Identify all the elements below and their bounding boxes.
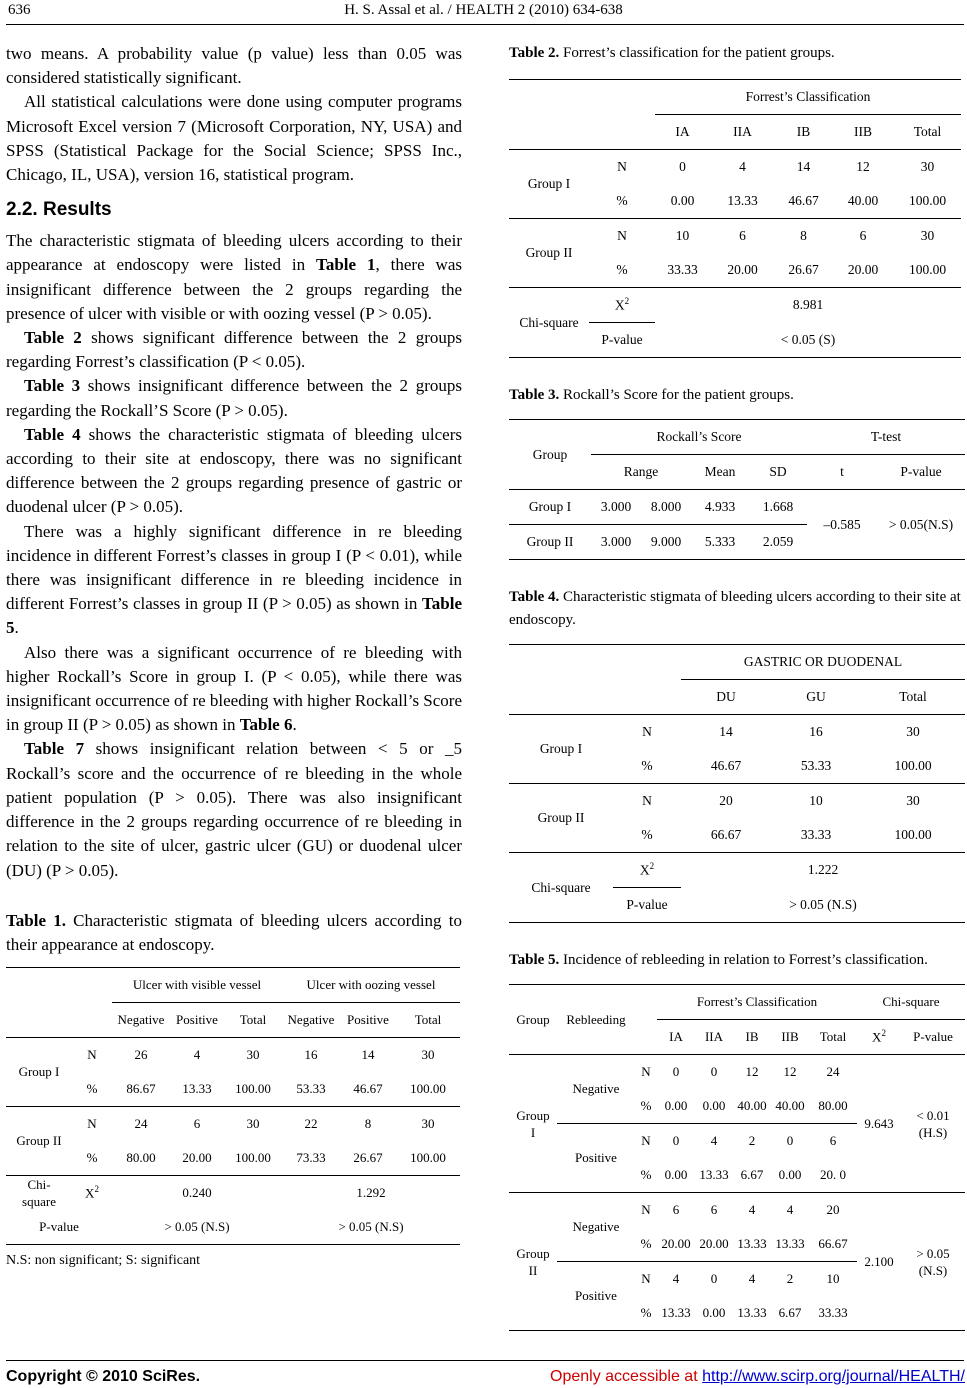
table-row: % 20.00 20.00 13.33 13.33 66.67 xyxy=(509,1227,965,1262)
row-header: Group I xyxy=(509,1055,557,1193)
table-row: Positive N 4 0 4 2 10 xyxy=(509,1262,965,1297)
table-row: Group II 3.000 9.000 5.333 2.059 xyxy=(509,525,965,560)
paragraph: All statistical calculations were done using computer programs Microsoft Excel version 7 (Microsoft Corporation, NY, USA) and SPSS (Statistical Package for the Social Science; SPSS Inc., Chicago, IL, USA), version 16, statistical program. xyxy=(6,92,462,185)
paragraph: The characteristic stigmata of bleeding ulcers according to their appearance at endoscopy were listed in Table 1, there was insignificant difference between the 2 groups regarding the presence of ulcer with visible or with oozing vessel (P > 0.05). xyxy=(6,231,462,323)
table-row: Group II N 24 6 30 22 8 30 xyxy=(6,1107,460,1142)
col-header: Rebleeding xyxy=(557,985,635,1055)
row-header: Group II xyxy=(6,1107,72,1176)
table-row: Group II N 20 10 30 xyxy=(509,784,965,819)
table-ref[interactable]: Table 2 xyxy=(24,328,82,348)
table-ref[interactable]: Table 4 xyxy=(24,424,81,444)
paragraph: two means. A probability value (p value) less than 0.05 was considered statistically significant. xyxy=(6,44,462,88)
row-header: Group I xyxy=(528,499,572,514)
table-ref[interactable]: Table 1 xyxy=(316,255,376,275)
table-row: % 46.67 53.33 100.00 xyxy=(509,749,965,784)
table-row: Chi-square $X^2$ 1.222 xyxy=(509,853,965,888)
paragraph: Table 2 shows significant difference between the 2 groups regarding Forrest’s classification (P < 0.05). xyxy=(6,328,462,372)
paragraph: Table 7 shows insignificant relation between < 5 or _5 Rockall’s score and the occurrence of re bleeding in the whole patient population (P > 0.05). There was also insignificant difference in the 2 groups regarding occurrence of re bleeding in relation to the site of ulcer, gastric ulcer (GU) or duodenal ulcer (DU) (P > 0.05). xyxy=(6,739,462,880)
row-header: Group I xyxy=(509,150,589,219)
table-row: % 80.00 20.00 100.00 73.33 26.67 100.00 xyxy=(6,1141,460,1176)
row-header: Group II xyxy=(526,534,574,549)
table-row: Group I Negative N 0 0 12 12 24 9.643 < 0.01 (H.S) xyxy=(509,1055,965,1090)
open-access-note: Openly accessible at http://www.scirp.org/journal/HEALTH/ xyxy=(550,1368,965,1385)
table-row: Chi-square $X^2$ 8.981 xyxy=(509,288,961,323)
table-row: % 33.33 20.00 26.67 20.00 100.00 xyxy=(509,253,961,288)
running-title: H. S. Assal et al. / HEALTH 2 (2010) 634-638 xyxy=(344,2,623,18)
col-header: Forrest’s Classification xyxy=(655,80,961,115)
table-row: P-value > 0.05 (N.S) xyxy=(509,888,965,923)
table-row: Group I N 26 4 30 16 14 30 xyxy=(6,1038,460,1073)
right-column xyxy=(509,42,965,1331)
col-header: Total xyxy=(414,1012,442,1028)
journal-link[interactable]: http://www.scirp.org/journal/HEALTH/ xyxy=(702,1368,965,1385)
col-header: Total xyxy=(239,1012,267,1028)
copyright: Copyright © 2010 SciRes. xyxy=(6,1368,201,1385)
col-header: Ulcer with visible vessel xyxy=(112,968,282,1003)
table-row: % 0.00 13.33 46.67 40.00 100.00 xyxy=(509,184,961,219)
table5: Group Rebleeding Forrest’s Classification Chi-square IA IIA IB IIB Total $X^2$ P-value Group I Negative N 0 0 12 12 24 9.643 < 0.01 (H.S) % 0.00 0.00 40.00 40.00 80.00 Positive N 0 4 2 0 6 % 0.00 13.33 6.67 0.00 20. 0 Group II Negative N 6 6 4 4 20 2.100 > 0.05 (N.S) % 20.00 20.00 13.33 13.33 66.67 Positive N 4 0 4 2 10 % 13.33 0.00 13.33 6.67 33.33 xyxy=(509,984,965,1331)
col-header: Positive xyxy=(176,1012,218,1028)
paragraph: Table 3 shows insignificant difference between the 2 groups regarding the Rockall’S Score (P > 0.05). xyxy=(6,376,462,420)
table-row: % 66.67 33.33 100.00 xyxy=(509,818,965,853)
table-ref[interactable]: Table 7 xyxy=(24,739,85,759)
page-number: 636 xyxy=(8,2,31,18)
table-ref[interactable]: Table 3 xyxy=(24,376,81,396)
paragraph: Table 4 shows the characteristic stigmata of bleeding ulcers according to their site at endoscopy, there was no significant difference between the 2 groups regarding presence of gastric or duodenal ulcer (P > 0.05). xyxy=(6,424,462,517)
col-header: Negative xyxy=(117,1012,165,1028)
table-row: P-value < 0.05 (S) xyxy=(509,323,961,358)
row-header: Group II xyxy=(509,784,613,853)
row-header: Chi-square xyxy=(509,853,613,923)
table-ref[interactable]: Table 5 xyxy=(6,594,462,638)
table-row: Group I N 0 4 14 12 30 xyxy=(509,150,961,185)
header-rule xyxy=(6,24,964,25)
row-header: Chi- square xyxy=(22,1177,56,1210)
table-row: % 0.00 13.33 6.67 0.00 20. 0 xyxy=(509,1158,965,1193)
section-heading: 2.2. Results xyxy=(6,199,112,221)
left-column xyxy=(6,42,462,1269)
row-header: Group II xyxy=(509,1193,557,1331)
row-header: Group I xyxy=(509,715,613,784)
table-row: % 0.00 0.00 40.00 40.00 80.00 xyxy=(509,1089,965,1124)
col-header: Rockall’s Score xyxy=(591,420,807,455)
table-row: P-value > 0.05 (N.S) > 0.05 (N.S) xyxy=(6,1210,460,1245)
col-header: T-test xyxy=(807,420,965,455)
table-row: % 86.67 13.33 100.00 53.33 46.67 100.00 xyxy=(6,1072,460,1107)
col-header: Positive xyxy=(347,1012,389,1028)
table-row: Group I N 14 16 30 xyxy=(509,715,965,750)
table2-caption: Table 2. Forrest’s classification for the patient groups. xyxy=(509,45,835,61)
table-row: Group II Negative N 6 6 4 4 20 2.100 > 0.05 (N.S) xyxy=(509,1193,965,1228)
table-row: Positive N 0 4 2 0 6 xyxy=(509,1124,965,1159)
table1 xyxy=(6,967,460,1245)
table-row: Group I 3.000 8.000 4.933 1.668 –0.585 > 0.05(N.S) xyxy=(509,490,965,525)
table-row: Group II N 10 6 8 6 30 xyxy=(509,219,961,254)
row-header: Group II xyxy=(509,219,589,288)
table3: Group Rockall’s Score T-test Range Mean SD t P-value Group I 3.000 8.000 4.933 1.668 –0.585 > 0.05(N.S) Group II 3.000 9.000 5.333 2.059 xyxy=(509,419,965,560)
table1-caption: Table 1. Characteristic stigmata of bleeding ulcers according to their appearance at endoscopy. xyxy=(6,910,462,954)
table3-caption: Table 3. Rockall’s Score for the patient groups. xyxy=(509,387,794,403)
col-header: Group xyxy=(509,985,557,1055)
paragraph: There was a highly significant difference in re bleeding incidence in different Forrest’s classes in group I (P < 0.01), while there was insignificant difference in re bleeding incidence in different Forrest’s classes in group II (P > 0.05) as shown in Table 5. xyxy=(6,521,462,638)
table2: Forrest’s Classification IA IIA IB IIB Total Group I N 0 4 14 12 30 % 0.00 13.33 46.67 40.00 100.00 Group II N 10 6 8 6 30 % 33.33 20.00 26.67 20.00 100.00 Chi-square $X^2$ 8.981 P-value < 0.05 (S) xyxy=(509,79,961,358)
col-header: Forrest’s Classification xyxy=(657,985,857,1020)
table-row: % 13.33 0.00 13.33 6.67 33.33 xyxy=(509,1296,965,1331)
row-header: Group I xyxy=(6,1038,72,1107)
col-header: Group xyxy=(509,420,591,490)
table-ref[interactable]: Table 6 xyxy=(239,715,293,735)
page-header xyxy=(0,0,967,26)
table1-note: N.S: non significant; S: significant xyxy=(6,1253,201,1269)
col-header: GASTRIC OR DUODENAL xyxy=(681,645,965,680)
table4: GASTRIC OR DUODENAL DU GU Total Group I N 14 16 30 % 46.67 53.33 100.00 Group II N 20 10 30 % 66.67 33.33 100.00 Chi-square $X^2$ 1.222 P-value > 0.05 (N.S) xyxy=(509,644,965,923)
col-header: Ulcer with oozing vessel xyxy=(282,968,460,1003)
table4-caption: Table 4. Characteristic stigmata of bleeding ulcers according to their site at endoscopy. xyxy=(509,589,961,628)
paragraph: Also there was a significant occurrence of re bleeding with higher Rockall’s Score in group I. (P < 0.05), while there was insignificant occurrence of re bleeding with higher Rockall’s Score in group II (P > 0.05) as shown in Table 6. xyxy=(6,642,463,735)
col-header: Negative xyxy=(287,1012,335,1028)
page-footer xyxy=(0,1360,967,1388)
table5-caption: Table 5. Incidence of rebleeding in relation to Forrest’s classification. xyxy=(509,952,928,968)
row-header: Chi-square xyxy=(509,288,589,358)
table-row: Chi- square $X^2$ 0.240 1.292 xyxy=(6,1176,460,1211)
col-header: Chi-square xyxy=(857,985,965,1020)
